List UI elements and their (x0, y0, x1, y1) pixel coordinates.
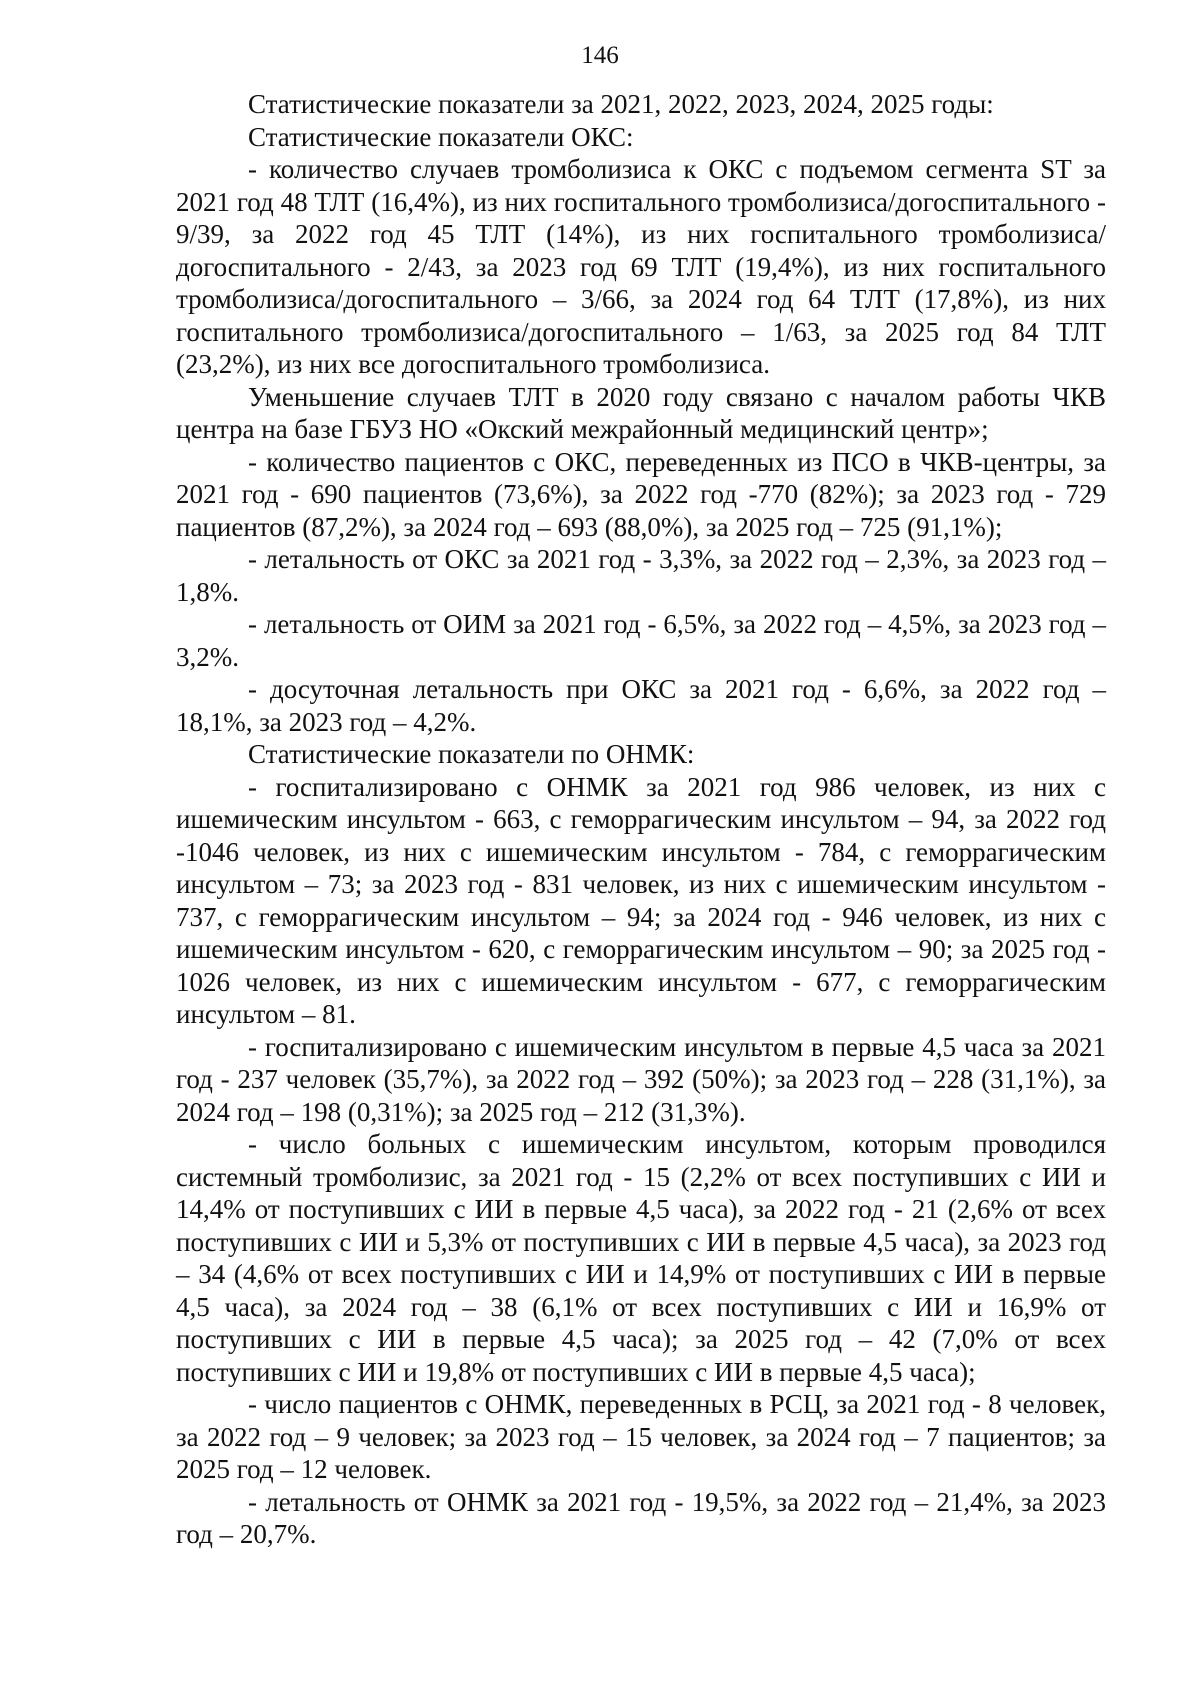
paragraph: - досуточная летальность при ОКС за 2021 год - 6,6%, за 2022 год – 18,1%, за 2023 год – 4,2%. (176, 674, 1106, 737)
paragraph: - число больных с ишемическим инсультом, которым проводился системный тромболизис, за 2021 год - 15 (2,2% от всех поступивших с ИИ и 14,4% от поступивших с ИИ в первые 4,5 часа), за 2022 год - 21 (2,6% от всех поступивших с ИИ и 5,3% от поступивших с ИИ в первые 4,5 часа), за 2023 год – 34 (4,6% от всех поступивших с ИИ и 14,9% от поступивших с ИИ в первые 4,5 часа), за 2024 год – 38 (6,1% от всех поступивших с ИИ и 16,9% от поступивших с ИИ в первые 4,5 часа); за 2025 год – 42 (7,0% от всех поступивших с ИИ и 19,8% от поступивших с ИИ в первые 4,5 часа); (176, 1129, 1106, 1387)
document-body (176, 88, 1106, 1551)
paragraph: - число пациентов с ОНМК, переведенных в РСЦ, за 2021 год - 8 человек, за 2022 год – 9 человек; за 2023 год – 15 человек, за 2024 год – 7 пациентов; за 2025 год – 12 человек. (176, 1389, 1106, 1484)
paragraph: - летальность от ОКС за 2021 год - 3,3%, за 2022 год – 2,3%, за 2023 год – 1,8%. (176, 544, 1106, 607)
paragraph: Статистические показатели по ОНМК: (248, 739, 695, 769)
paragraph: Статистические показатели за 2021, 2022, 2023, 2024, 2025 годы: (248, 89, 994, 119)
paragraph: - госпитализировано с ишемическим инсультом в первые 4,5 часа за 2021 год - 237 человек (35,7%), за 2022 год – 392 (50%); за 2023 год – 228 (31,1%), за 2024 год – 198 (0,31%); за 2025 год – 212 (31,3%). (176, 1031, 1106, 1127)
paragraph: - госпитализировано с ОНМК за 2021 год 986 человек, из них с ишемическим инсультом - 663, с геморрагическим инсультом – 94, за 2022 год -1046 человек, из них с ишемическим инсультом - 784, с геморрагическим инсультом – 73; за 2023 год - 831 человек, из них с ишемическим инсультом - 737, с геморрагическим инсультом – 94; за 2024 год - 946 человек, из них с ишемическим инсультом - 620, с геморрагическим инсультом – 90; за 2025 год - 1026 человек, из них с ишемическим инсультом - 677, с геморрагическим инсультом – 81. (176, 771, 1106, 1029)
paragraph: Статистические показатели ОКС: (248, 121, 634, 152)
paragraph: - количество случаев тромболизиса к ОКС с подъемом сегмента ST за 2021 год 48 ТЛТ (16,4%), из них госпитального тромболизиса/догоспитального - 9/39, за 2022 год 45 ТЛТ (14%), из них госпитального тромболизиса/догоспитального - 2/43, за 2023 год 69 ТЛТ (19,4%), из них госпитального тромболизиса/догоспитального – 3/66, за 2024 год 64 ТЛТ (17,8%), из них госпитального тромболизиса/догоспитального – 1/63, за 2025 год 84 ТЛТ (23,2%), из них все догоспитального тромболизиса. (176, 154, 1106, 379)
paragraph: - количество пациентов с ОКС, переведенных из ПСО в ЧКВ-центры, за 2021 год - 690 пациентов (73,6%), за 2022 год -770 (82%); за 2023 год - 729 пациентов (87,2%), за 2024 год – 693 (88,0%), за 2025 год – 725 (91,1%); (176, 446, 1106, 542)
page-number: 146 (581, 42, 619, 69)
paragraph: Уменьшение случаев ТЛТ в 2020 году связано с началом работы ЧКВ центра на базе ГБУЗ НО «Окский межрайонный медицинский центр»; (176, 381, 1106, 444)
paragraph: - летальность от ОНМК за 2021 год - 19,5%, за 2022 год – 21,4%, за 2023 год – 20,7%. (176, 1486, 1106, 1549)
paragraph: - летальность от ОИМ за 2021 год - 6,5%, за 2022 год – 4,5%, за 2023 год – 3,2%. (176, 609, 1106, 672)
